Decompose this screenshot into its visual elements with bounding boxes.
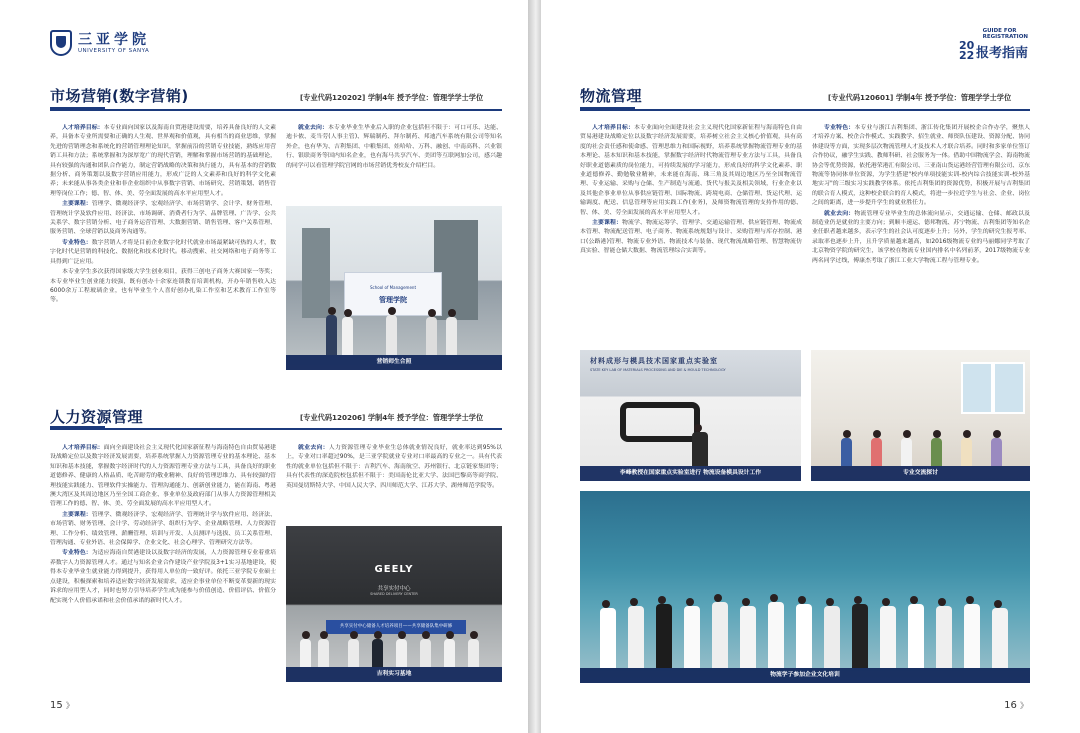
hr-right-column [286, 444, 502, 520]
marketing-group-photo [286, 206, 502, 370]
marketing-goal-label: 人才培养目标： [62, 125, 104, 131]
right-page-arrow-icon: 》 [1020, 701, 1028, 710]
left-page-arrow-icon: 》 [65, 701, 74, 710]
lab-sign-en: STATE KEY LAB OF MATERIALS PROCESSING AND DIE & MOULD TECHNOLOGY [590, 368, 726, 372]
hr-left-column [50, 444, 276, 690]
marketing-career-text: 本专业毕业生毕业后入职的企业包括但不限于：可口可乐、达能、迪卡侬、麦当劳(人事主管)、辉瑞制药、拜尔制药、邦迪汽车系统有限公司等知名外企，也有华为、吉利集团、中粮集团、娃哈哈、万科、融创、中南高科、兴业银行、银联商务等国内知名企业，也有海马共享汽车、美团等互联网加公司，感兴趣的同学可以看管理学院官网的市场营销优秀校友介绍栏目。 [286, 125, 502, 169]
marketing-feature-label: 专业特色： [62, 239, 92, 246]
logistics-goal-label: 人才培养目标： [592, 125, 635, 131]
logistics-right-column [812, 124, 1030, 340]
guide-year-top: 20 [958, 39, 975, 52]
marketing-career-label: 就业去向： [298, 125, 329, 131]
logistics-career-text: 物流管理专业毕业生的总体流向显示，交通运输、仓储、邮政以及制造业仍是就业的主要方向；到顺丰速运、德邦物流、苏宁物流、吉利集团等知名企业任职者越来越多，表示学生的社会认可度逐步上升；另外，学生的研究生报考率、录取率也逐步上升，且升学质量越来越高，如2016级物流专业的马丽娜同学考取了北京物资学院的研究生，该学校在物流专业国内排名中名列前茅，2017级物流专业两名同学过线，傅康杰考取了浙江工业大学物流工程与管理专业。 [812, 210, 1030, 264]
left-page-number-value: 15 [50, 700, 63, 711]
hr-career-label: 就业去向： [298, 445, 329, 451]
guide-en-line1: GUIDE FOR [982, 28, 1017, 34]
right-page-number [1004, 700, 1028, 711]
logistics-code: [专业代码120601] 学制4年 授予学位：管理学学士学位 [828, 93, 1012, 102]
marketing-courses-text: 管理学、微观经济学、宏观经济学、市场营销学、会计学、财务管理、管理统计学及软件应用、经济法、市场调研、消费者行为学、品牌管理、广告学、公共关系学、数字营销分析、电子商务运营管理、大数据营销、销售管理、客户关系管理、服务营销、全球营销以及商务沟通等。 [50, 201, 276, 236]
hr-goal-label: 人才培养目标： [62, 445, 104, 451]
hr-internship-photo [286, 526, 502, 682]
logistics-goal-text: 本专业面向全面建设社会主义现代化国家新征程与海南特色自由贸易港建设战略定位以及数字经济发展需要，培养树立社会主义核心价值观，具有高度的社会责任感和使命感、管理思维力和国际视野，培养系统掌握物流管理专业的基本理论、基本知识和基本技能，掌握数字经济时代物流管理专业方法与工具，具备良好职业道德素质的岗位能力，可持续发展的学习能力，形成良好的科学文化素养、职业道德修养、勤勉敬业精神，未来能在海南、珠三角及其周边地区乃至全国物流管理、专业运输、采购与仓储、生产制造与流通、货代与报关及相关领域，行业企业以及其他企事业单位从事供应链管理、国际物流、跨境电商、仓储管理、货运代理、运输调度、配送、信息管理等应用实践工作(业务)，及师资物流管理的支持作用的德、智、体、美、劳全面发展的高水平应用型人才。 [580, 125, 802, 216]
banner-english: School of Management [369, 285, 417, 290]
hr-rule [50, 428, 502, 430]
university-logo [50, 30, 150, 56]
banner-chinese: 管理学院 [379, 296, 407, 304]
marketing-feature-text: 数字营销人才将是目前企业数字化时代就业市场最紧缺可热的人才，数字化时代是营销的科技化、数据化和技术化时代。移动搜索、社交网络和电子商务等工具得到广泛应用。 [50, 239, 276, 265]
hr-courses-text: 管理学、微观经济学、宏观经济学、管理统计学与软件应用、经济法、市场营销、财务管理、会计学、劳动经济学、组织行为学、企业战略管理、人力资源管理、工作分析、绩效管理、薪酬管理、培训与开发、人员测评与选拔、员工关系管理、管理沟通、专业外语、社会保障学、企业文化、社会心理学、管理研究方法等。 [50, 511, 276, 547]
left-page-number [50, 700, 74, 711]
hr-courses-label: 主要课程： [62, 511, 92, 518]
right-page-number-value: 16 [1004, 700, 1017, 711]
left-page [0, 0, 528, 733]
guide-en-line2: REGISTRATION [982, 34, 1028, 40]
logistics-career-label: 就业去向： [824, 210, 855, 217]
logistics-training-photo [580, 491, 1030, 683]
logistics-lab-photo [580, 350, 801, 481]
hr-career-text: 人力资源管理专业毕业生总体就业情况良好，就业率达到95%以上，专业对口率超过90%，是三亚学院就业专业对口率最高的专业之一。具有代表性的就业单位包括但不限于：吉利汽车、海南航空、苏州银行、北京链家集团等；具有代表性的深造院校包括但不限于：美国南伦比亚大学、法国巴黎高等商学院、英国曼切斯特大学、中国人民大学、四川师范大学、江苏大学、湖州师范学院等。 [286, 445, 502, 489]
logo-name-en: UNIVERSITY OF SANYA [78, 47, 150, 54]
shared-center-sign-en: SHARED DELIVERY CENTER [370, 592, 418, 596]
logistics-feature-label: 专业特色： [824, 125, 855, 131]
registration-guide-mark [949, 28, 1028, 61]
logistics-feature-text: 本专业与浙江吉利集团、浙江传化集团开展校企合作办学，聚焦人才培养方案、校企合作模式、实践教学、招生就业、师资队伍建设、资源分配、协同体建设等方面，实现多层次物流管理人才及技术人才联合培养。同时和多家单位签订合作协议，融学生实践、教师科研、社会服务为一体。借助中国物流学会、海南物流协会等优势资源，依托港荣港汇有限公司、三亚南山货运港经营管理有限公司、京东物流等协同体单位资源，为学生搭建"校内单项技能实训-校内综合技能实训-校外基地实习"的三级实习实践教学体系。依托吉利集团的资源优势，积极开展与吉利集团的联合育人模式，这种校企联合的育人模式，将进一步拉近学生与社会、企业、岗位之间的距离，进一步提升学生的就业胜任力。 [812, 125, 1030, 207]
marketing-title: 市场营销(数字营销) [50, 87, 189, 105]
logistics-rule [580, 109, 1030, 111]
marketing-courses-label: 主要课程： [62, 201, 92, 208]
lab-sign: 材料成形与模具技术国家重点实验室 [590, 357, 718, 365]
hr-code: [专业代码120206] 学制4年 授予学位：管理学学士学位 [300, 413, 484, 422]
hr-feature-label: 专业特色： [62, 550, 92, 557]
logistics-courses-text: 物流学、物流运筹学、管理学、交通运输管理、供应链管理、物流成本管理、物流配送管理、电子商务、物流系统规划与设计、采购管理与库存控制、港口(公路港)管理、物流专业外语、物流技术与装备、现代物流战略管理、智慧物流仿真实验、智能仓储大数据、物流管理综合实训等。 [580, 220, 802, 255]
logistics-discussion-caption: 专业交流探讨 [811, 466, 1030, 481]
marketing-code: [专业代码120202] 学制4年 授予学位：管理学学士学位 [300, 93, 484, 102]
guide-title-cn: 报考指南 [975, 45, 1028, 61]
logistics-training-caption: 物流学子参加企业文化培训 [580, 668, 1030, 683]
right-page [541, 0, 1080, 733]
hr-photo-caption: 吉利实习基地 [286, 667, 502, 682]
logistics-discussion-photo [811, 350, 1030, 481]
logistics-courses-label: 主要课程： [592, 220, 623, 227]
shared-center-sign: 共享实付中心 [377, 586, 411, 592]
page-gutter [528, 0, 541, 733]
guide-year-bottom: 22 [958, 49, 975, 62]
geely-sign: GEELY [374, 564, 414, 575]
hr-title: 人力资源管理 [50, 408, 144, 426]
hr-training-banner: 共享实付中心储备人才培养项目——共享储备队集中研修 [326, 620, 466, 634]
logo-name-cn: 三亚学院 [78, 31, 150, 48]
marketing-left-column [50, 124, 276, 376]
marketing-right-column [286, 124, 502, 196]
logistics-left-column [580, 124, 802, 338]
hr-feature-text: 为适应海南自贸港建设以及数字经济的发展，人力资源管理专业着重培养数字人力资源管理人才。通过与知名企业合作建设产业学院及3+1实习基地建设，使得本专业毕业生就业能力得到提升，获得用人单位的一致好评。依托三亚学院专业硕士点建设，积极探索和培养适应数字经济发展需求，适应企事业单位不断变革要新的现实诉求的应用型人才，同时也努力引导培养学生成为能参与价值创造、价值评估、价值分配实现个人价值承诺和社会价值承诺的新时代人才。 [50, 550, 276, 604]
logistics-lab-caption: 李峰教授在国家重点实验室进行 物流设备模具设计工作 [580, 466, 801, 481]
marketing-achievement-text: 本专业学生多次获得国家级大学生创业项目，获得三创电子商务大赛国家一等奖；本专业毕业生创业能力较强，既有创办十余家连锁教育培训机构，开办年销售收入达6000余万工程玻璃企业，也有毕业生个人喜好创办扎染工作室和艺术教育工作室等等。 [50, 269, 276, 304]
marketing-photo-caption: 营销师生合照 [286, 355, 502, 370]
hr-goal-text: 面向全面建设社会主义现代化国家新征程与海南特色自由贸易港建设战略定位以及数字经济发展需要，培养系统掌握人力资源管理专业的基本理论、基本知识和基本技能，掌握数字经济时代的人力资源管理专业方法与工具，具备良好的职业道德修养、健康的人格品质、吃苦耐劳的敬业精神、良好的管理思维力、具有较强的管理技能实践能力、管理软件实操能力、管理沟通能力、创新创业能力，能在海南、粤港澳大湾区及其周边地区乃至全国工商企业、事业单位及政府部门从事人力资源管理相关管理工作的德、智、体、美、劳全面发展的高水平应用型人才。 [50, 445, 276, 508]
logistics-title: 物流管理 [580, 87, 643, 105]
university-crest-icon [50, 30, 72, 56]
marketing-rule [50, 109, 502, 111]
marketing-goal-text: 本专业面向国家以及海南自贸港建设需要，培养具备良好的人文素养，具备本专业所需要和正确的人生观、世界观和价值观，具有相当的商业思维，掌握先进的营销理念和系统化的营销管理理论知识，掌握前沿的营销专业技能，熟练应用营销工具和方法；系统掌握和为深厚宽广的现代营销，理解和掌握市场营销的基础理论，具有较强的沟通和团队合作能力，制定营销战略的决策和执行能力，具有基本的营销数据分析、商务策划以及数字营销应用能力，形成广泛的人文素养和良好的科学文化素养；未来能从事各类企业和非企业组织中从事数字营销、市场研究、营销策划、销售管理等岗位工作；德、智、体、美、劳全面发展的高水平应用型人才。 [50, 125, 276, 197]
